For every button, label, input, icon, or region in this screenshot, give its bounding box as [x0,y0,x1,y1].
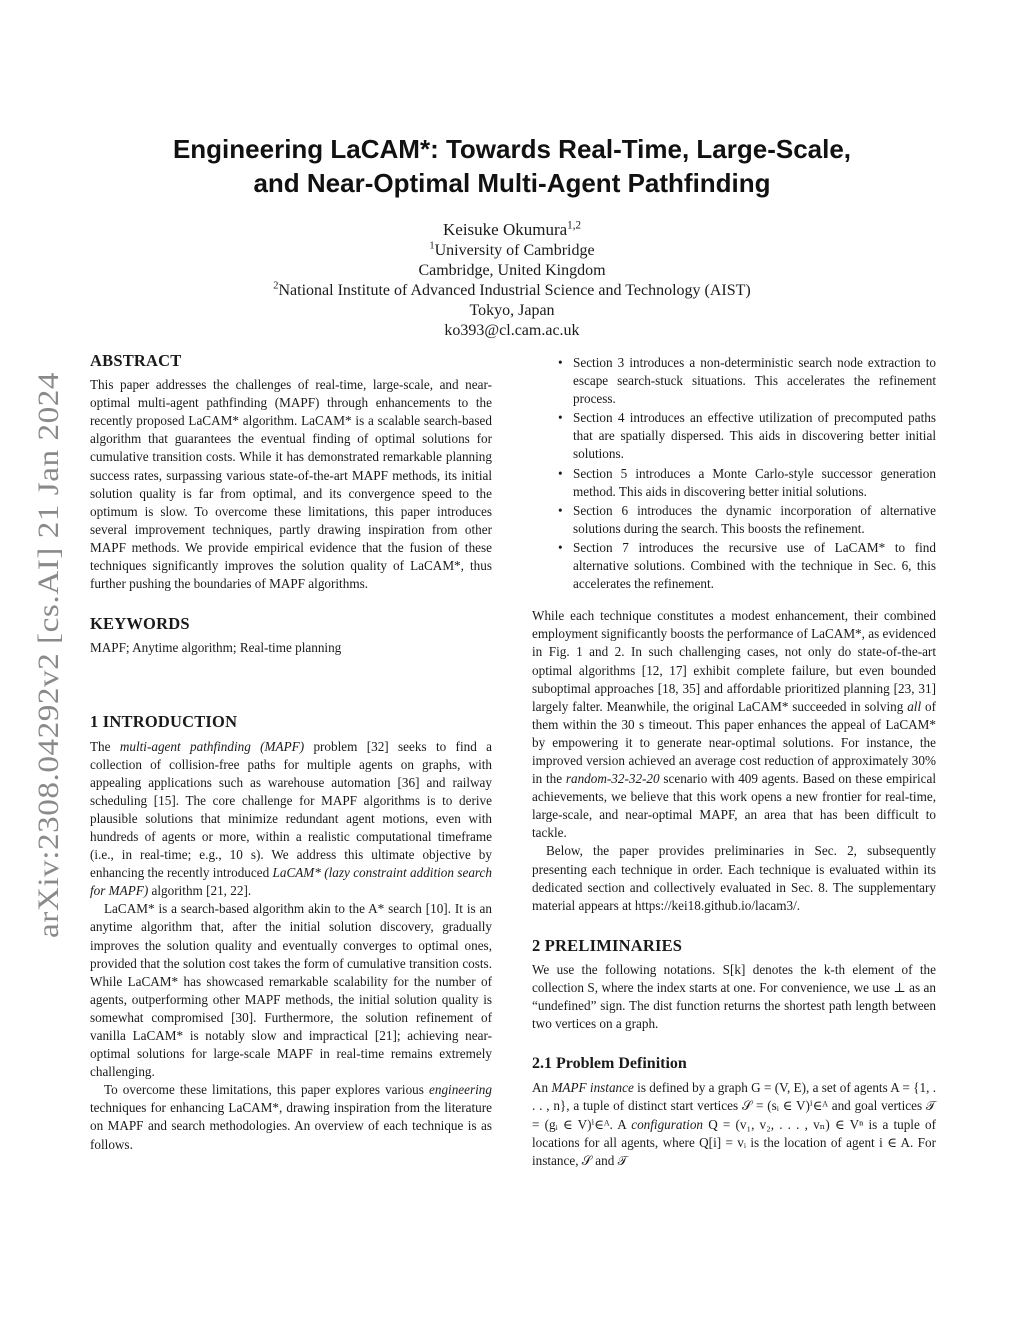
title-line-2: and Near-Optimal Multi-Agent Pathfinding [253,168,771,198]
intro-paragraph-1 [90,738,492,901]
technique-list [532,354,936,593]
right-p1-a: While each technique constitutes a modest enhancement, their combined employment significantly boosts the performance of LaCAM*, as evidenced in Fig. 1 and 2. In such challenging cases, not only do state-of-the-art optimal algorithms [12, 17] exhibit complete failure, but even bounded suboptimal approaches [18, 35] and affordable prioritized planning [23, 31] largely falter. Meanwhile, the original LaCAM* succeeded in solving [532,608,936,714]
intro-p1-c: algorithm [21, 22]. [148,883,252,899]
list-item-text: Section 4 introduces an effective utilization of precomputed paths that are spatially dispersed. This aids in discovering better initial solutions. [573,410,936,462]
author-block [100,220,924,341]
intro-paragraph-3 [90,1081,492,1153]
list-item-text: Section 7 introduces the recursive use of LaCAM* to find alternative solutions. Combined with the technique in Sec. 6, this accelerates the refinement. [573,539,936,592]
list-item [532,502,936,538]
problem-em1: MAPF instance [551,1080,634,1096]
intro-p1-a: The [90,738,120,754]
abstract-heading: ABSTRACT [90,351,182,370]
intro-p1-b: problem [32] seeks to find a collection of collision-free paths for multiple agents on graphs, with appealing applications such as warehouse automation [36] and railway scheduling [15]. The core challenge for MAPF algorithms is to derive plausible solutions that minimize redundant agent motions, even with hundreds of agents or more, within a realistic computational timeframe (i.e., in real-time; e.g., 10 s). We address this ultimate objective by enhancing the recently introduced [90,738,492,881]
right-paragraph-1 [532,607,936,842]
left-column [90,352,492,1154]
list-item [532,409,936,463]
problem-em2: configuration [631,1116,704,1132]
aff1-name: University of Cambridge [434,242,595,259]
aff2-sup: 2 [273,280,279,292]
preliminaries-heading: 2 PRELIMINARIES [532,935,683,955]
intro-p3-a: To overcome these limitations, this paper explores various [104,1082,429,1098]
arxiv-stamp-svg [27,370,67,940]
affiliation-1 [100,241,924,261]
list-item [532,465,936,501]
intro-paragraph-2: LaCAM* is a search-based algorithm akin to the A* search [10]. It is an anytime algorithm that, after the initial solution discovery, gradually improves the solution quality and eventually converges to optimal ones, provided that the solution cost takes the form of cumulative transition costs. While LaCAM* has showcased remarkable scalability for the number of agents, outperforming other MAPF methods, the initial solution quality is somewhat compromised [30]. Furthermore, the solution refinement of vanilla LaCAM* is notably slow and impractical [21]; achieving near-optimal solutions for large-scale MAPF in real-time remains extremely challenging. [90,901,492,1080]
list-item [532,539,936,593]
intro-p3-b: techniques for enhancing LaCAM*, drawing inspiration from the literature on MAPF and search methodologies. An overview of each technique is as follows. [90,1100,492,1152]
right-column [532,354,936,1170]
intro-heading: 1 INTRODUCTION [90,712,238,732]
keywords-heading: KEYWORDS [90,614,190,634]
affiliation-1-location: Cambridge, United Kingdom [418,262,606,279]
affiliation-2 [100,281,924,301]
list-item-text: Section 6 introduces the dynamic incorporation of alternative solutions during the search. This boosts the refinement. [573,502,936,536]
list-item-text: Section 5 introduces a Monte Carlo-style successor generation method. This aids in discovering better initial solutions. [573,465,936,499]
intro-p1-em2: LaCAM* (lazy constraint addition search for MAPF) [90,865,492,899]
title-line-1: Engineering LaCAM*: Towards Real-Time, Large-Scale, [172,134,852,164]
bullet-icon: • [558,355,563,370]
list-item [532,354,936,408]
author-email: ko393@cl.cam.ac.uk [444,322,580,339]
problem-a: An [532,1080,552,1096]
intro-p3-em: engineering [429,1082,492,1098]
right-paragraph-2: Below, the paper provides preliminaries in Sec. 2, subsequently presenting each technique in order. Each technique is evaluated within its dedicated section and collectively evaluated in Sec. 8. The supplementary material appears at https://kei18.github.io/lacam3/. [532,843,936,913]
author-sup: 1,2 [567,219,581,232]
aff1-sup: 1 [429,240,435,252]
keywords-text: MAPF; Anytime algorithm; Real-time planning [90,640,342,656]
aff2-name: National Institute of Advanced Industrial Science and Technology (AIST) [278,282,751,299]
abstract-text: This paper addresses the challenges of real-time, large-scale, and near-optimal multi-agent pathfinding (MAPF) through enhancements to the recently proposed LaCAM* algorithm. LaCAM* is a scalable search-based algorithm that guarantees the eventual finding of optimal solutions for cumulative transition costs. While it has demonstrated remarkable planning success rates, surpassing various state-of-the-art MAPF methods, its initial solution quality is far from optimal, and its convergence speed to the optimum is slow. To overcome these limitations, this paper introduces several improvement techniques, partly drawing inspiration from other MAPF methods. We provide empirical evidence that the fusion of these techniques significantly improves the solution quality of LaCAM*, thus further pushing the boundaries of MAPF algorithms. [90,377,492,592]
bullet-icon: • [558,465,563,481]
problem-b: is defined by a graph G = (V, E), a set of agents A = {1, . . . , n}, a tuple of distinct start vertices 𝒮 = (sᵢ ∈ V)ⁱ∈ᴬ and goal vertices 𝒯 = (gᵢ ∈ V)ⁱ∈ᴬ. A [532,1080,936,1132]
right-p1-c: scenario with 409 agents. Based on these empirical achievements, we believe that this work opens a new frontier for real-time, large-scale, and near-optimal MAPF, an area that has been difficult to tackle. [532,771,936,841]
bullet-icon: • [558,539,563,555]
intro-p1-em1: multi-agent pathfinding (MAPF) [119,738,305,754]
bullet-icon: • [558,502,563,518]
problem-c: Q = (v₁, v₂, . . . , vₙ) ∈ Vⁿ is a tuple of locations for all agents, where Q[i] = vᵢ is the location of agent i ∈ A. For instance, 𝒮 and 𝒯 [532,1116,936,1168]
arxiv-stamp [27,370,67,940]
right-p1-b: of them within the 30 s timeout. This paper enhances the appeal of LaCAM* by empowering it to generate near-optimal solutions. For instance, the improved version achieved an average cost reduction of approximately 30% in the [532,698,936,787]
arxiv-stamp-text: arXiv:2308.04292v2 [cs.AI] 21 Jan 2024 [32,425,65,938]
list-item-text: Section 3 introduces a non-deterministic search node extraction to escape search-stuck situations. This accelerates the refinement process. [573,355,936,407]
bullet-icon: • [558,410,563,426]
right-p1-em2: random-32-32-20 [565,771,660,787]
paper-title [100,132,924,200]
affiliation-2-location: Tokyo, Japan [469,302,555,319]
author-name: Keisuke Okumura [443,220,568,239]
preliminaries-text: We use the following notations. S[k] denotes the k-th element of the collection S, where the index starts at one. For convenience, we use ⊥ as an “undefined” sign. The dist function returns the shortest path length between two vertices on a graph. [532,961,936,1032]
problem-definition-text [532,1079,936,1169]
right-p1-em: all [907,698,922,714]
author-name-line [100,220,924,240]
problem-definition-heading: 2.1 Problem Definition [532,1055,687,1073]
